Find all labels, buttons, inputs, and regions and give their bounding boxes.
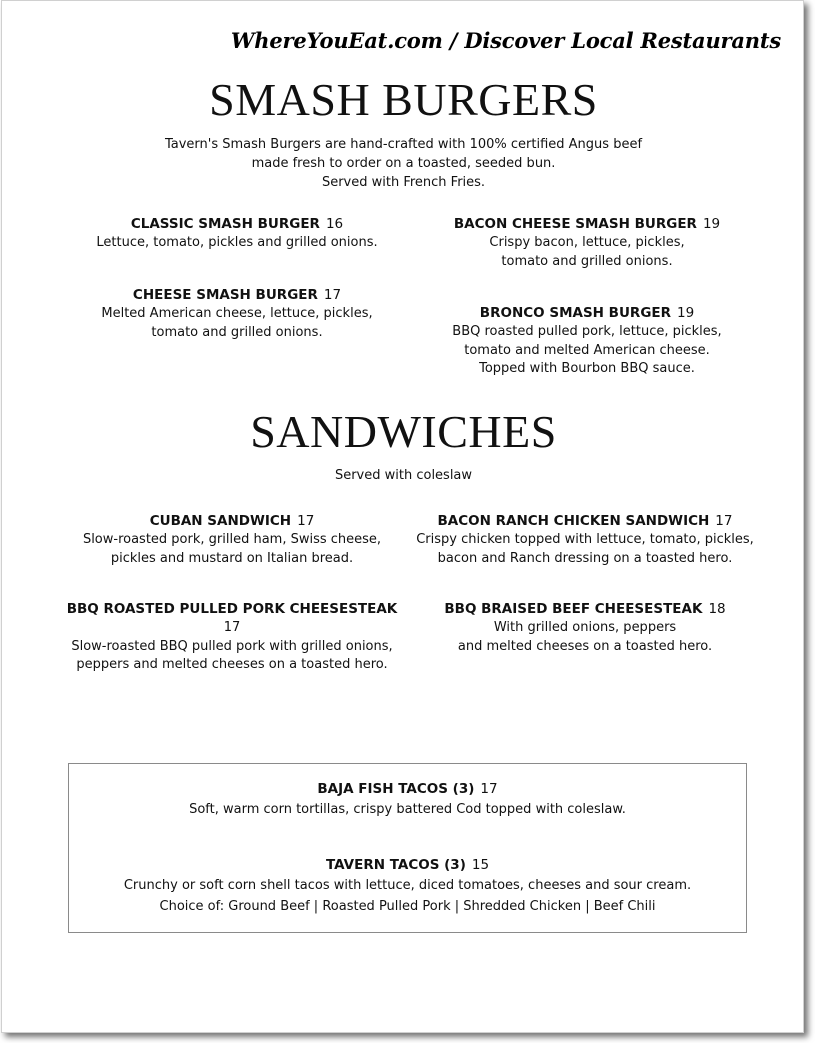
item-desc: BBQ roasted pulled pork, lettuce, pickles, — [452, 324, 722, 339]
menu-item-bacon-cheese-smash-burger — [422, 214, 752, 271]
item-name: BACON CHEESE SMASH BURGER — [453, 216, 697, 232]
tacos-box — [68, 763, 747, 933]
menu-item-bacon-ranch-chicken-sandwich — [410, 511, 760, 568]
section-title-sandwiches: SANDWICHES — [250, 406, 557, 457]
menu-item-classic-smash-burger — [72, 214, 402, 253]
item-desc: and melted cheeses on a toasted hero. — [457, 638, 713, 654]
intro-line: Tavern's Smash Burgers are hand-crafted with 100% certified Angus beef — [164, 137, 643, 152]
item-desc: Crispy bacon, lettuce, pickles, — [489, 235, 685, 250]
menu-item-bronco-smash-burger — [422, 303, 752, 379]
item-desc: Melted American cheese, lettuce, pickles, — [101, 306, 373, 321]
item-price: 19 — [702, 216, 721, 232]
item-name: BBQ ROASTED PULLED PORK CHEESESTEAK — [66, 601, 398, 617]
item-desc: Choice of: Ground Beef | Roasted Pulled Pork | Shredded Chicken | Beef Chili — [159, 899, 656, 914]
item-price: 17 — [715, 513, 733, 529]
item-price: 17 — [323, 287, 342, 303]
item-desc: pickles and mustard on Italian bread. — [110, 550, 354, 566]
menu-item-cheese-smash-burger — [72, 285, 402, 342]
item-desc: Soft, warm corn tortillas, crispy battered Cod topped with coleslaw. — [189, 802, 626, 817]
item-desc: tomato and grilled onions. — [501, 253, 673, 269]
item-desc: Crispy chicken topped with lettuce, tomato, pickles, — [416, 532, 754, 547]
item-desc: Topped with Bourbon BBQ sauce. — [479, 361, 695, 376]
section-title-burgers: SMASH BURGERS — [209, 74, 598, 125]
item-price: 17 — [480, 781, 498, 797]
item-price: 17 — [223, 620, 241, 635]
item-price: 19 — [677, 305, 695, 321]
sandwiches-intro: Served with coleslaw — [334, 468, 473, 483]
item-name: BBQ BRAISED BEEF CHEESESTEAK — [444, 601, 703, 617]
burgers-intro — [2, 135, 805, 192]
item-desc: peppers and melted cheeses on a toasted hero. — [76, 657, 388, 672]
item-name: CLASSIC SMASH BURGER — [130, 216, 320, 232]
item-price: 17 — [297, 513, 315, 529]
item-desc: Lettuce, tomato, pickles and grilled onions. — [96, 235, 378, 250]
item-price: 15 — [471, 857, 490, 873]
menu-item-bbq-braised-beef-cheesesteak — [410, 599, 760, 656]
item-name: BAJA FISH TACOS (3) — [317, 781, 475, 797]
intro-line: Served with French Fries. — [321, 175, 486, 190]
menu-item-tavern-tacos — [69, 855, 746, 917]
item-name: CUBAN SANDWICH — [149, 513, 292, 529]
item-desc: Slow-roasted BBQ pulled pork with grilled onions, — [71, 638, 393, 654]
item-name: BRONCO SMASH BURGER — [479, 305, 672, 321]
item-desc: tomato and melted American cheese. — [464, 342, 710, 358]
item-name: CHEESE SMASH BURGER — [132, 287, 318, 303]
item-price: 18 — [708, 601, 726, 617]
item-desc: Crunchy or soft corn shell tacos with lettuce, diced tomatoes, cheeses and sour cream. — [123, 878, 692, 893]
item-desc: tomato and grilled onions. — [151, 324, 323, 340]
menu-page — [1, 0, 804, 1033]
item-name: BACON RANCH CHICKEN SANDWICH — [437, 513, 710, 529]
item-desc: bacon and Ranch dressing on a toasted hero. — [437, 550, 733, 566]
site-header: WhereYouEat.com / Discover Local Restaurants — [230, 28, 781, 53]
item-desc: With grilled onions, peppers — [493, 620, 677, 635]
intro-line: made fresh to order on a toasted, seeded bun. — [251, 156, 556, 171]
menu-item-baja-fish-tacos — [69, 779, 746, 820]
item-desc: Slow-roasted pork, grilled ham, Swiss cheese, — [82, 532, 382, 547]
item-price: 16 — [325, 216, 344, 232]
menu-item-cuban-sandwich — [62, 511, 402, 568]
item-name: TAVERN TACOS (3) — [325, 857, 466, 873]
menu-item-bbq-roasted-pulled-pork-cheesesteak — [57, 599, 407, 675]
